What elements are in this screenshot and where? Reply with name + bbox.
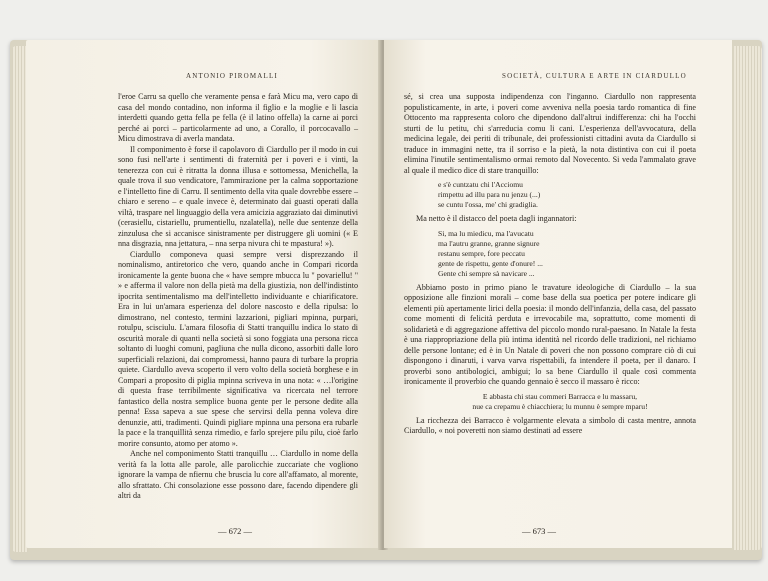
verse-line: E abbasta chi stau commeri Barracca e lu massaru, [482,391,638,401]
paragraph: Il componimento è forse il capolavoro di Ciardullo per il modo in cui sono fusi nell'arte i sentimenti di fraternità per i poveri e i vinti, la tenerezza con cui è ritratta la donna illusa e sottomessa, Menichella, la quale trova il suo vendicatore, l'ammirazione per la calma sopportazione e l'intelletto fine di Carru. Il sentimento della vita quale dovrebbe essere – chiaro e sereno – e quale invece è, determinato dai guasti operati dalla viltà, traspare nel linguaggio della vera amicizia aggraziato dai diminutivi (cerasiellu, cistariellu, prumentiellu, nzalatella), nelle due sentenze della zinzulusa che si accanisce sinistramente per distruggere gli uomini (« E nna disgrazia, nna jettatura, – nna serpa nivura chi te mpastura! »). [118,144,358,248]
running-head-right: SOCIETÀ, CULTURA E ARTE IN CIARDULLO [502,72,687,80]
left-page-text [118,92,358,502]
page-number-left: — 672 — [218,526,252,536]
verse-line: ma l'autru granne, granne signure [438,238,540,248]
page-number-right: — 673 — [522,526,556,536]
left-page [26,40,382,548]
verse-line: nue ca crepamu è chiacchiera; lu munnu è sempre mparu! [472,401,648,411]
verse-quote [438,180,696,210]
paragraph: Ma netto è il distacco del poeta dagli ingannatori: [416,214,577,223]
verse-line: Gente chi sempre sà navicare ... [438,268,535,278]
page-edges-right [734,46,762,550]
verse-line: rimpettu ad illu para nu jenzu (...) [438,190,541,199]
verse-line: e s'è cuntzatu chi l'Acciomu [438,180,523,189]
verse-quote [444,392,676,412]
paragraph: sé, si crea una supposta indipendenza con l'inganno. Ciardullo non rappresenta populisticamente, in arte, i poveri come avveniva nella poesia tardo romantica di fine Ottocento ma rappresenta coloro che dipendono dall'altrui indifferenza: chi ha l'occhi sturti de lu petitu, chi s'arreducia comu li cani. L'esperienza dell'avvocatura, della medicina legale, dei periti di tribunale, dei professionisti cittadini avuta da Ciardullo si traduce in immagini nette, tra il sorriso e la pietà, la nota distintiva con cui il poeta elimina l'inutile sentimentalismo ormai remoto dal Novecento. Si veda l'ammalato grave al quale il medico dice di stare tranquillo: [404,92,696,175]
right-page-text [404,92,696,437]
paragraph: La ricchezza dei Barracco è volgarmente elevata a simbolo di casta mentre, annota Ciardullo, « noi poveretti non siamo destinati ad essere [404,415,696,435]
verse-line: gente de rispettu, gente d'onure! ... [438,258,543,268]
verse-quote [438,229,696,279]
paragraph: l'eroe Carru sa quello che veramente pensa e farà Micu ma, vero capo di casa del mondo contadino, non informa il figlio e la moglie e li lascia interdetti quando getta fella pe fella (è il latino offella) la carne ai porci perché ai porci – particolarmente ad uno, a Corallo, il porcocavallo – Micu dimostrava di averla mandata. [118,92,358,143]
paragraph: Ciardullo componeva quasi sempre versi disprezzando il nominalismo, antiretorico che vero, quando anche in Compari ricorda ironicamente la gente buona che « have sempre mbucca lu " povariellu! " » e afferma il valore non della pietà ma della giustizia, non dell'indistinto ipocrita sentimentalismo ma dell'intelletto individuante e chiarificatore. Era in lui un'amara esperienza del dolore nascosto e della ripulsa: lo dimostrano, nel contesto, termini lazzarioni, pigliari mpinna, purpari, rotulpu, scisciulu. L'amara filosofia di Statti tranquillu indica lo stato di oscurità morale di quanti nella società si sono foggiata una persona ricca soltanto di luoghi comuni, pagliuna che nulla dicono, assorbiti dalle loro superficiali relazioni, dai compromessi, hanno paura di turbare la propria quiete. Ciardullo aveva scoperto il vero volto della società borghese e in Compari a proposito di piglia mpinna scriveva in una nota: « …l'origine di questa frase terribilmente significativa va ricercata nel terrore fantastico della nostra semplice buona gente per le persone dedite alla penna! Essa sapeva a sue spese che servirsi della penna voleva dire denunzie, atti, tradimenti. Quindi pigliare mpinna una persona era rubarle la pace e la tranquillità senza rimedio, e farlo sprejere pilu pilu, cioè farlo morire consunto, atomo per atomo ». [118,249,358,448]
paragraph: Abbiamo posto in primo piano le travature ideologiche di Ciardullo – la sua opposizione alle finzioni morali – come base della sua poetica per potere indicare gli elementi più apertamente lirici della poesia: il mondo dell'infanzia, della casa, del passato come momenti di felicità perduta e irrevocabile ma, soprattutto, come momenti di solidarietà e di aggregazione affettiva del piccolo mondo rural-paesano. In Natale la festa è una riappropriazione della più intima identità nel ricordo delle tradizioni, nel richiamo delle persone lontane; ed è in Un Natale di poveri che non possono comprare ciò di cui dispongono i dinaruti, i varva varva rispettabili, fa intendere il poeta, per il danaro. I proverbi sono antibologici, ambigui; lo sa bene Ciardullo il quale così commenta ironicamente il proverbio che quando gennaio è secco il massaro è ricco: [404,282,696,386]
paragraph: Anche nel componimento Statti tranquillu … Ciardullo in nome della verità fa la lotta alle parole, alle parolicchie zuccariate che vogliono ignorare la vampa de nfiernu che bruscia lu core all'affamato, al morente, allo sfrattato. Chi consolazione esse possono dare, facendo dipendere gli altri da [118,449,358,500]
right-page [384,40,732,548]
verse-line: se cuntu l'ossa, me' chi gradiglia. [438,200,538,209]
verse-line: Si, ma lu miedicu, ma l'avucatu [438,228,534,238]
verse-line: restanu sempre, fore peccatu [438,248,525,258]
running-head-left: ANTONIO PIROMALLI [186,72,279,80]
